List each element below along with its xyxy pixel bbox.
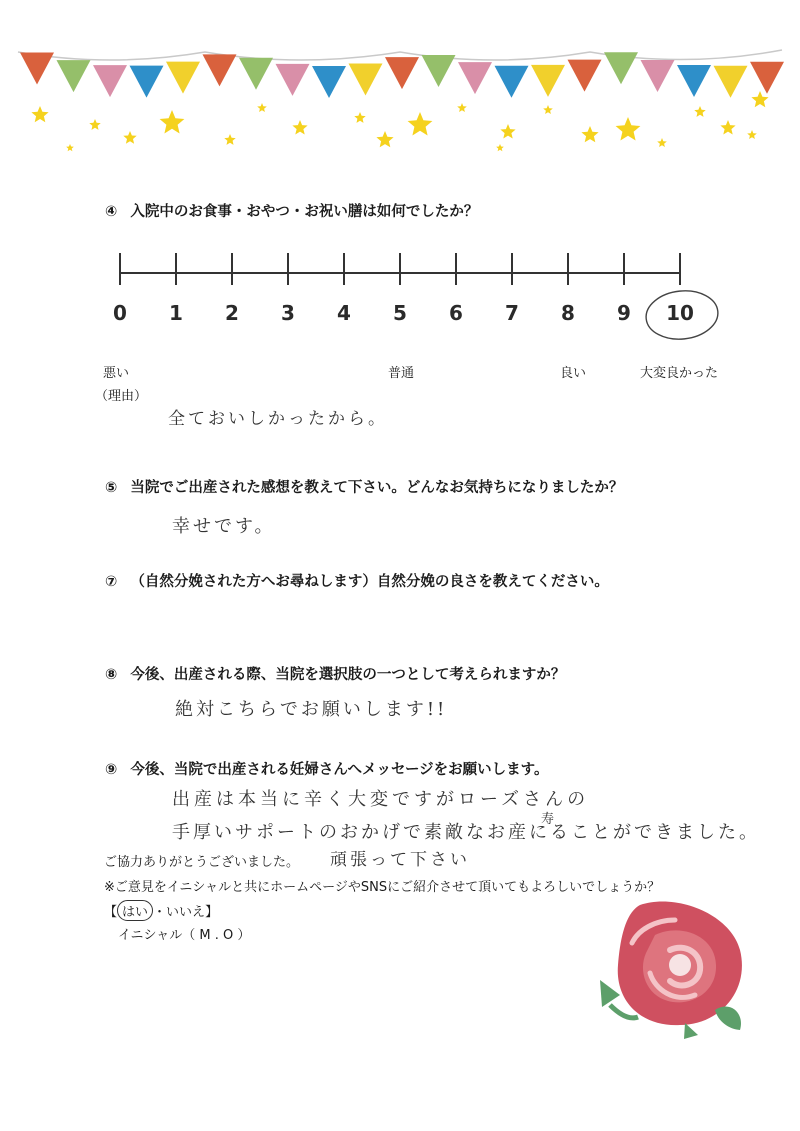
scale-number-9[interactable]: 9	[617, 301, 631, 325]
bunting-flag	[203, 54, 237, 86]
star-decoration	[496, 144, 504, 151]
star-decoration	[747, 130, 757, 139]
answer-q9-note: 頑張って下さい	[330, 850, 470, 870]
question-8	[105, 663, 565, 684]
rating-scale	[90, 245, 730, 335]
bunting-flag	[385, 57, 419, 89]
scale-label-bad: 悪い	[103, 366, 130, 381]
star-decoration	[751, 91, 768, 107]
scale-label-very-good: 大変良かった	[640, 366, 719, 381]
star-decoration	[581, 126, 598, 142]
rating-scale-numbers	[90, 301, 730, 331]
star-decoration	[31, 106, 48, 122]
bunting-flag	[604, 52, 638, 84]
bunting-flag	[750, 62, 784, 94]
thanks-text: ご協力ありがとうございました。	[104, 855, 300, 870]
star-decoration	[657, 138, 667, 147]
bunting-banner	[0, 0, 800, 160]
reason-label: （理由）	[95, 389, 148, 404]
star-decoration	[376, 131, 393, 147]
bunting-flag	[568, 60, 602, 92]
question-8-text: 今後、出産される際、当院を選択肢の一つとして考えられますか？	[130, 667, 566, 683]
question-4-number: ④	[105, 204, 118, 220]
answer-q5: 幸せです。	[172, 516, 276, 537]
scale-number-6[interactable]: 6	[449, 301, 463, 325]
answer-q9-line2	[172, 818, 760, 844]
scale-label-good: 良い	[560, 366, 587, 381]
star-decoration	[224, 134, 235, 145]
bunting-flag	[458, 62, 492, 94]
consent-separator: ・	[153, 905, 167, 920]
scale-label-normal: 普通	[388, 366, 415, 381]
star-decoration	[257, 103, 267, 112]
star-decoration	[123, 131, 136, 144]
rose-illustration	[580, 895, 760, 1055]
scale-number-1[interactable]: 1	[169, 301, 183, 325]
scale-number-7[interactable]: 7	[505, 301, 519, 325]
selected-rating-circle	[638, 287, 728, 347]
consent-no-option[interactable]: いいえ	[166, 905, 206, 920]
question-9-number: ⑨	[105, 762, 118, 778]
answer-q9-insert: 寿	[541, 812, 558, 827]
star-decoration	[500, 124, 515, 139]
consent-options: 【 はい ・いいえ】	[104, 900, 218, 921]
initials-label: イニシャル（ M . O ）	[118, 928, 251, 943]
scale-number-8[interactable]: 8	[561, 301, 575, 325]
bunting-flag	[677, 65, 711, 97]
question-5-number: ⑤	[105, 480, 118, 496]
star-decoration	[292, 120, 307, 135]
bunting-flag	[57, 60, 91, 92]
star-decoration	[354, 112, 365, 123]
answer-q9-line2-tail: ることができました。	[550, 822, 760, 843]
question-7-number: ⑦	[105, 574, 118, 590]
star-decoration	[89, 119, 100, 130]
star-decoration	[543, 105, 553, 114]
rating-scale-line	[90, 245, 730, 285]
scale-number-2[interactable]: 2	[225, 301, 239, 325]
question-8-number: ⑧	[105, 667, 118, 683]
star-decoration	[616, 117, 641, 141]
star-decoration	[694, 106, 705, 117]
question-9-text: 今後、当院で出産される妊婦さんへメッセージをお願いします。	[130, 762, 549, 778]
bunting-flag	[531, 65, 565, 97]
question-4-text: 入院中のお食事・おやつ・お祝い膳は如何でしたか？	[130, 204, 479, 220]
header-decoration	[0, 0, 800, 160]
bunting-flag	[93, 65, 127, 97]
bunting-flag	[349, 63, 383, 95]
bunting-flag	[130, 66, 164, 98]
consent-yes-label: はい	[122, 905, 149, 920]
scale-number-0[interactable]: 0	[113, 301, 127, 325]
bunting-flag	[495, 66, 529, 98]
question-4	[105, 200, 478, 221]
star-decoration	[457, 103, 467, 112]
question-9	[105, 758, 549, 779]
bunting-flag	[312, 66, 346, 98]
consent-yes-option[interactable]	[117, 900, 153, 921]
scale-number-5[interactable]: 5	[393, 301, 407, 325]
scale-number-3[interactable]: 3	[281, 301, 295, 325]
bunting-flag	[422, 55, 456, 87]
bunting-flag	[166, 62, 200, 94]
question-7	[105, 570, 609, 591]
bunting-flag	[239, 58, 273, 90]
scale-number-10[interactable]: 10	[666, 301, 694, 325]
consent-question: ※ご意見をイニシャルと共にホームページやSNSにご紹介させて頂いてもよろしいでしょうか？	[104, 880, 661, 895]
star-decoration	[66, 144, 74, 151]
bunting-flag	[276, 64, 310, 96]
star-decoration	[160, 110, 185, 134]
scale-number-4[interactable]: 4	[337, 301, 351, 325]
bunting-flag	[20, 52, 54, 84]
answer-q4-reason: 全ておいしかったから。	[168, 409, 388, 429]
star-decoration	[408, 112, 433, 136]
answer-q8: 絶対こちらでお願いします!!	[175, 699, 448, 720]
answer-q9-line2-main: 手厚いサポートのおかげで素敵なお産に	[172, 822, 550, 843]
question-5-text: 当院でご出産された感想を教えて下さい。どんなお気持ちになりましたか？	[130, 480, 624, 496]
question-7-text: （自然分娩された方へお尋ねします）自然分娩の良さを教えてください。	[130, 574, 609, 590]
answer-q9-line1: 出産は本当に辛く大変ですがローズさんの	[172, 789, 590, 810]
star-decoration	[720, 120, 735, 135]
bunting-flag	[641, 60, 675, 92]
bunting-flag	[714, 66, 748, 98]
question-5	[105, 476, 623, 497]
